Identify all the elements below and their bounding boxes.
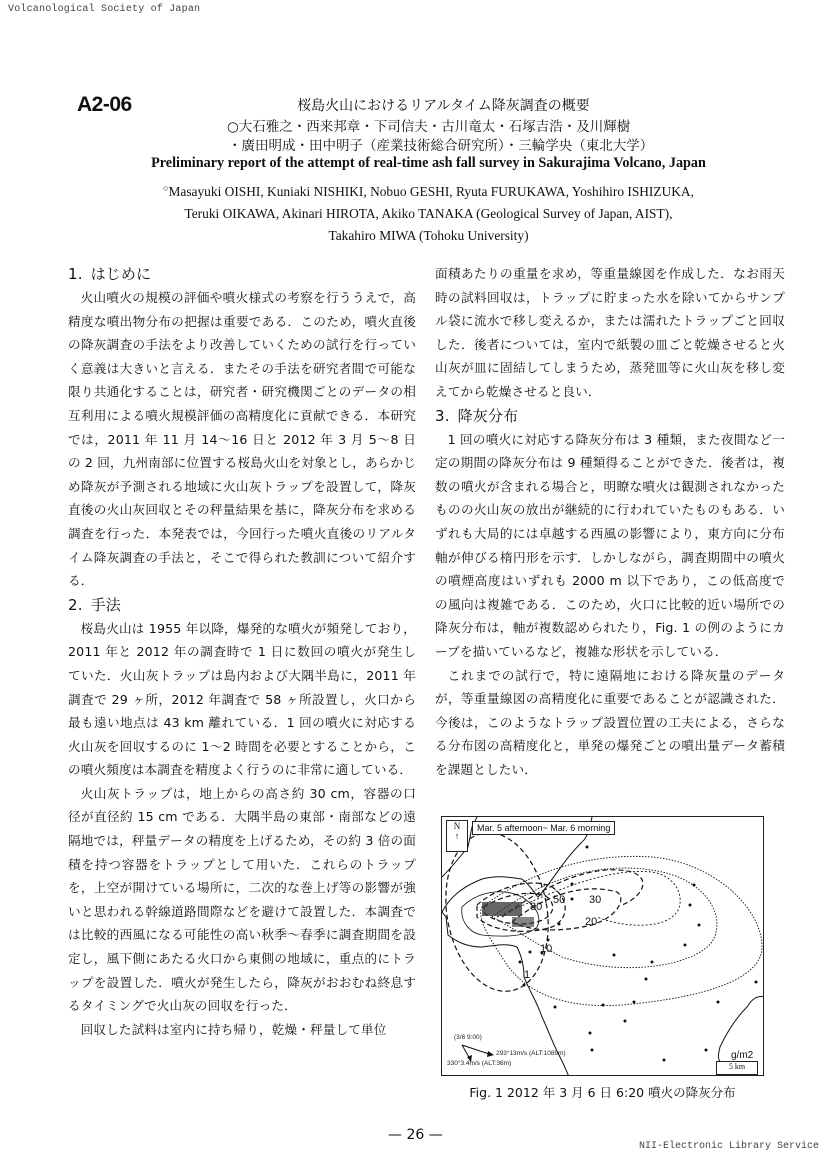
section-title: はじめに	[90, 265, 152, 283]
authors-japanese-line2: ・廣田明成・田中明子（産業技術総合研究所）・三輪学央（東北大学）	[228, 138, 654, 154]
section-heading-3	[435, 404, 785, 428]
north-arrow-icon: N ↑	[446, 820, 468, 852]
presenter-mark: ○	[163, 183, 169, 193]
figure-period-label: Mar. 5 afternoon~ Mar. 6 morning	[472, 821, 615, 835]
ashfall-map-drawing	[442, 817, 764, 1076]
paragraph: これまでの試行で，特に遠隔地における降灰量のデータが，等重量線図の高精度化に重要であることが認識された．今後は，このようなトラップ設置位置の工夫による，さらなる分布図の高精度化と，単発の爆発ごとの噴出量データ蓄積を課題としたい．	[435, 667, 785, 777]
authors-english-line2: Teruki OIKAWA, Akinari HIROTA, Akiko TANAKA (Geological Survey of Japan, AIST),	[184, 206, 673, 221]
section-heading-1	[68, 262, 416, 286]
title-japanese: 桜島火山におけるリアルタイム降灰調査の概要	[297, 98, 590, 114]
wind-lower-label: 330°3.4m/s (ALT:36m)	[447, 1060, 512, 1067]
title-english: Preliminary report of the attempt of real-time ash fall survey in Sakurajima Volcano, Japan	[151, 155, 706, 171]
section-title: 手法	[90, 595, 121, 614]
figure-caption: Fig. 1 2012 年 3 月 6 日 6:20 噴火の降灰分布	[469, 1085, 736, 1100]
contour-label-20: 20	[585, 916, 598, 928]
section-number: 2.	[68, 595, 83, 614]
right-column	[435, 262, 785, 781]
section-number: 1.	[68, 265, 83, 283]
paragraph-continued: 面積あたりの重量を求め，等重量線図を作成した．なお雨天時の試料回収は，トラップに貯まった水を除いてからサンプル袋に流水で移し変えるか，または濡れたトラップごと回収した．後者については，室内で紙製の皿ごと乾燥させると火山灰が皿に固結してしまうため，蒸発皿等に火山灰を移し変えてから乾燥させると良い．	[435, 266, 785, 399]
contour-label-10: 10	[540, 943, 553, 955]
section-number: 3.	[435, 406, 450, 425]
paper-code: A2-06	[77, 93, 132, 116]
north-label: N	[453, 821, 461, 831]
paragraph: 回収した試料は室内に持ち帰り，乾燥・秤量して単位	[80, 1021, 387, 1037]
society-header: Volcanological Society of Japan	[8, 4, 201, 15]
page-number: — 26 —	[388, 1127, 443, 1143]
contour-label-50: 50	[553, 894, 566, 906]
unit-label: g/m2	[731, 1050, 754, 1061]
library-footer: NII-Electronic Library Service	[638, 1141, 819, 1152]
section-title: 降灰分布	[457, 406, 519, 425]
paragraph: 火山灰トラップは，地上からの高さ約 30 cm，容器の口径が直径約 15 cm である．大隅半島の東部・南部などの遠隔地では，秤量データの精度を上げるため，その約 3 倍の面積を持つ容器をトラップとして用いた．これらのトラップを，上空が開けている場所に，二次的な巻上げ等の影響が強いと思われる幹線道路間際などを避けて設置した．本調査では比較的西風になる可能性の高い秋季～春季に調査期間を設定し，風下側にあたる火口から東側の地域に，重点的にトラップを設置した．噴火が発生したら，降灰がおおむね終息するタイミングで火山灰の回収を行った．	[68, 785, 416, 1014]
section-heading-2	[68, 593, 416, 617]
contour-label-30: 30	[589, 894, 602, 906]
authors-english	[0, 177, 827, 247]
scale-bar: 5 km	[716, 1061, 758, 1075]
authors-japanese-line1: ○大石雅之・西来邦章・下司信夫・古川竜太・石塚吉浩・及川輝樹	[227, 119, 631, 135]
wind-time-label: (3/6 9:00)	[454, 1034, 482, 1041]
contour-label-80: 80	[530, 901, 543, 913]
authors-english-line3: Takahiro MIWA (Tohoku University)	[328, 228, 529, 243]
ashfall-map-figure	[441, 816, 764, 1076]
authors-english-line1	[30, 177, 827, 203]
paragraph: 火山噴火の規模の評価や噴火様式の考察を行ううえで，高精度な噴出物分布の把握は重要である．このため，噴火直後の降灰調査の手法をより改善していくための試行を行っていく意義は大きいと言える．またその手法を研究者間で可能な限り共通化することは，研究者・研究機関ごとのデータの相互利用による噴火規模評価の高精度化に貢献できる．本研究では，2011 年 11 月 14～16 日と 2012 年 3 月 5～8 日の 2 回，九州南部に位置する桜島火山を対象とし，あらかじめ降灰が予測される地域に火山灰トラップを設置して，降灰直後の火山灰回収とその秤量結果を基に，降灰分布を求める調査を行った．本発表では，今回行った噴火直後のリアルタイム降灰調査の手法と，そこで得られた教訓について紹介する．	[68, 290, 416, 589]
paragraph: 1 回の噴火に対応する降灰分布は 3 種類，また夜間など一定の期間の降灰分布は 9 種類得ることができた．後者は，複数の噴火が含まれる場合と，明瞭な噴火は観測されなかったものの火山灰の放出が継続的に行われていたものもある．いずれも大局的には卓越する西風の影響により，東方向に分布軸が伸びる楕円形を示す．しかしながら，調査期間中の噴火の噴煙高度はいずれも 2000 m 以下であり，この低高度での風向は複雑である．このため，火口に比較的近い場所での降灰分布は，軸が複数認められたり，Fig. 1 の例のようにカーブを描いているなど，複雑な形状を示している．	[435, 431, 785, 659]
contour-label-1: 1	[524, 969, 531, 981]
paragraph: 桜島火山は 1955 年以降，爆発的な噴火が頻発しており，2011 年と 2012 年の調査時で 1 日に数回の噴火が発生していた．火山灰トラップは島内および大隅半島に，2011 年調査で 29 ヶ所，2012 年調査で 58 ヶ所設置し，火口から最も遠い地点は 43 km 離れている．1 回の噴火に対応する火山灰を回収するのに 1～2 時間を必要とすることから，この噴火頻度は本調査を精度よく行うのに非常に適している．	[68, 620, 416, 778]
authors-english-line1-text: Masayuki OISHI, Kuniaki NISHIKI, Nobuo GESHI, Ryuta FURUKAWA, Yoshihiro ISHIZUKA,	[168, 184, 694, 199]
wind-upper-label: 293°13m/s (ALT:1089m)	[496, 1050, 566, 1057]
left-column	[68, 262, 416, 1041]
